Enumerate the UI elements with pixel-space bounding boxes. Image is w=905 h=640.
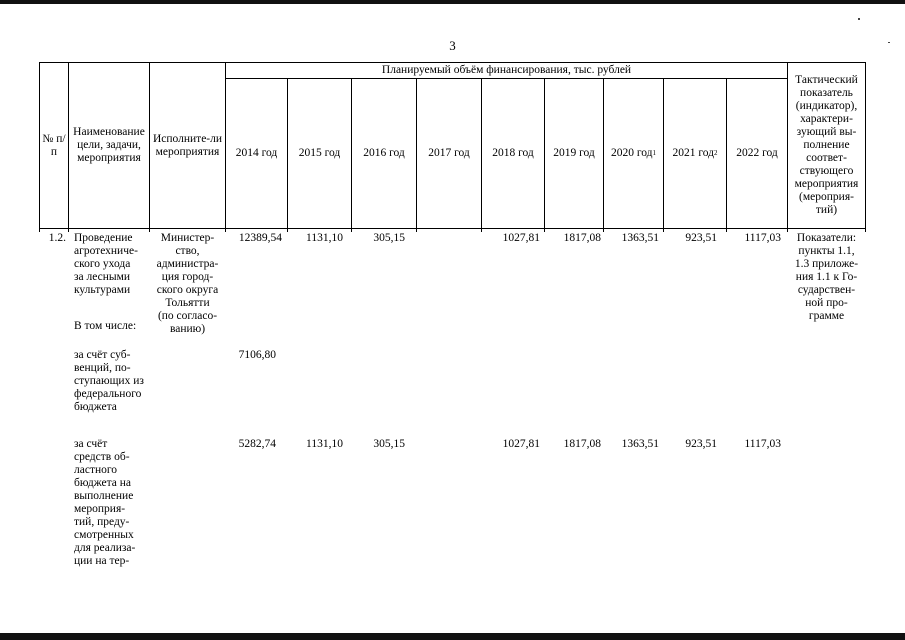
subrow-federal-value-2014: 7106,80: [238, 349, 276, 361]
header-year-2022: 2022 год: [736, 147, 778, 159]
subrow-regional-value-2016: 305,15: [373, 438, 405, 450]
header-bottom-border: [39, 228, 865, 229]
header-funding-title: Планируемый объём финансирования, тыс. рублей: [381, 64, 632, 76]
row-number: 1.2.: [48, 232, 66, 244]
header-year-2018: 2018 год: [492, 147, 534, 159]
page-number: 3: [449, 38, 456, 53]
header-year-2019: 2019 год: [553, 147, 595, 159]
row-executor: Министер- ство, администра- ция город- ского округа Тольятти (по согласо- ванию): [156, 232, 219, 335]
row-value-2015: 1131,10: [306, 232, 343, 244]
header-year-2017: 2017 год: [428, 147, 470, 159]
scan-speck: [858, 18, 860, 20]
col-border: [865, 62, 866, 232]
scan-bottom-border: [0, 633, 905, 640]
subrow-regional-value-2018: 1027,81: [502, 438, 540, 450]
header-year-2021: 2021 год 2: [672, 147, 718, 159]
row-including-label: В том числе:: [74, 320, 137, 332]
subrow-regional-value-2014: 5282,74: [238, 438, 276, 450]
header-executor: Исполните-ли мероприятия: [152, 132, 223, 158]
subrow-regional-value-2015: 1131,10: [306, 438, 343, 450]
header-year-2016: 2016 год: [363, 147, 405, 159]
row-name: Проведение агротехниче- ского ухода за лесными культурами: [74, 232, 138, 296]
header-year-2015: 2015 год: [298, 147, 341, 159]
header-indicator: Тактический показатель (индикатор), характери-зующий вы-полнение соответ-ствующего мероприятия (мероприя-тий): [794, 74, 859, 216]
subrow-regional-value-2022: 1117,03: [744, 438, 781, 450]
header-year-2020: 2020 год 1: [610, 147, 657, 159]
subrow-regional-value-2021: 923,51: [685, 438, 717, 450]
scan-top-border: [0, 0, 905, 4]
row-value-2021: 923,51: [685, 232, 717, 244]
subrow-regional-value-2020: 1363,51: [621, 438, 659, 450]
row-value-2020: 1363,51: [621, 232, 659, 244]
header-year-2014: 2014 год: [235, 147, 278, 159]
row-value-2016: 305,15: [373, 232, 405, 244]
row-value-2022: 1117,03: [744, 232, 781, 244]
row-value-2018: 1027,81: [502, 232, 540, 244]
header-name: Наименование цели, задачи, мероприятия: [73, 126, 145, 164]
header-num: № п/п: [42, 132, 66, 158]
row-indicator: Показатели: пункты 1.1, 1.3 приложе- ния 1.1 к Го- сударствен- ной про- грамме: [794, 232, 859, 322]
row-value-2014: 12389,54: [238, 232, 282, 244]
subrow-regional-value-2019: 1817,08: [563, 438, 601, 450]
row-value-2019: 1817,08: [563, 232, 601, 244]
subrow-regional-label: за счёт средств об- ластного бюджета на выполнение мероприя- тий, преду- смотренных для реализа- ции на тер-: [74, 438, 136, 567]
subrow-federal-label: за счёт суб- венций, по- ступающих из федерального бюджета: [74, 349, 144, 413]
